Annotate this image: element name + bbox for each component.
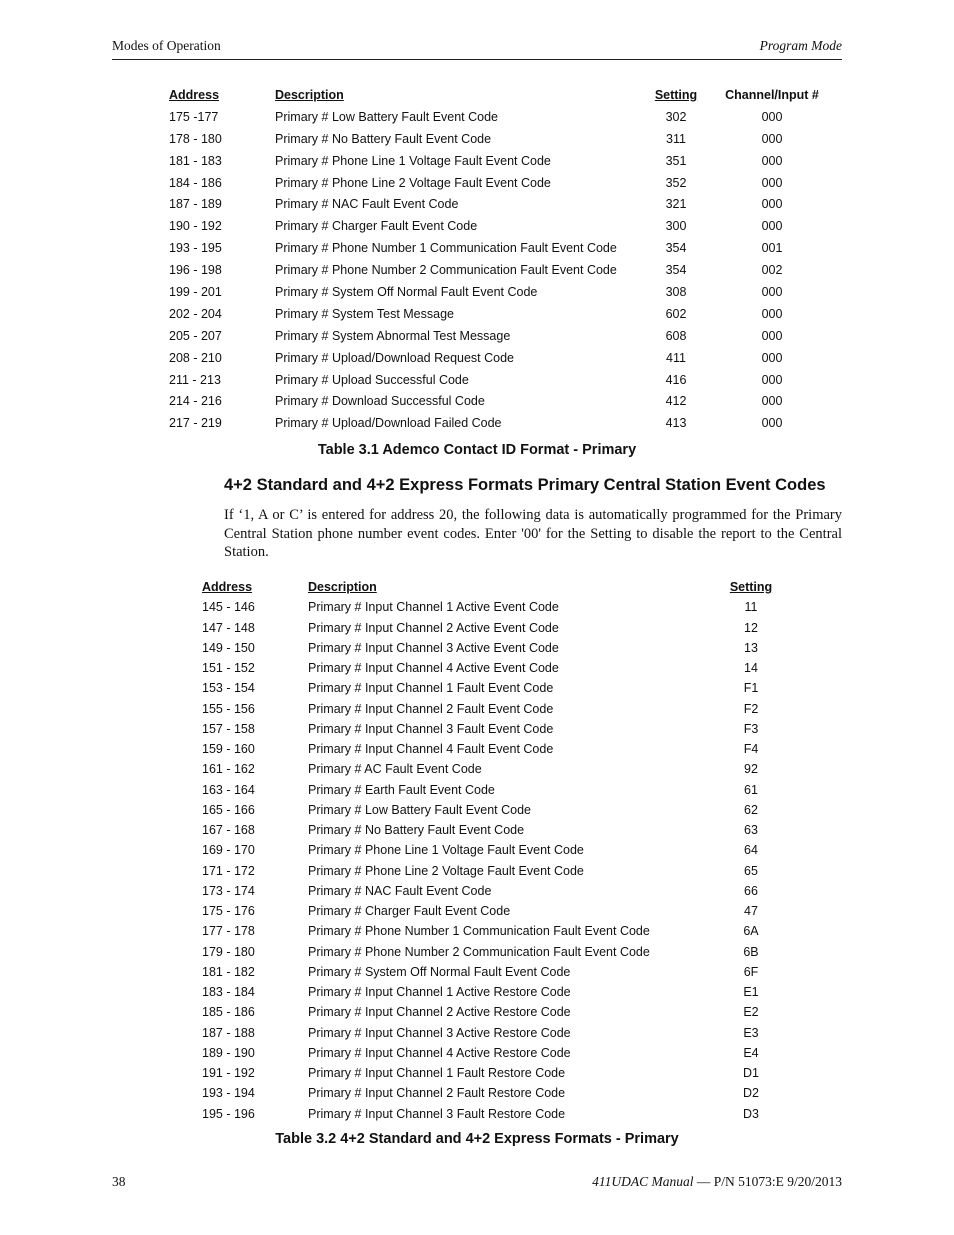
cell-description: Primary # System Abnormal Test Message (275, 328, 511, 343)
cell-channel: 002 (761, 263, 783, 278)
cell-channel: 000 (761, 328, 783, 343)
cell-setting: 66 (744, 883, 758, 898)
cell-setting: 352 (665, 175, 687, 190)
cell-channel: 000 (761, 131, 783, 146)
cell-description: Primary # NAC Fault Event Code (308, 883, 492, 898)
cell-description: Primary # Input Channel 3 Active Restore Code (308, 1025, 571, 1040)
cell-channel: 000 (761, 394, 783, 409)
cell-channel: 000 (761, 219, 783, 234)
cell-description: Primary # Upload/Download Request Code (275, 350, 515, 365)
cell-setting: 321 (665, 197, 687, 212)
cell-setting: 302 (665, 109, 687, 124)
cell-address: 178 - 180 (169, 131, 222, 146)
cell-description: Primary # Charger Fault Event Code (308, 904, 511, 918)
cell-setting: 300 (665, 219, 687, 234)
cell-address: 185 - 186 (202, 1005, 255, 1020)
cell-channel: 000 (761, 372, 783, 387)
column-header-setting: Setting (654, 88, 698, 102)
table-row (0, 219, 954, 241)
cell-address: 173 - 174 (202, 883, 255, 898)
table-caption: Table 3.2 4+2 Standard and 4+2 Express Formats - Primary (275, 1131, 679, 1147)
table-row (0, 803, 954, 823)
cell-setting: 65 (744, 863, 758, 878)
table-row (0, 945, 954, 965)
table-row (0, 154, 954, 176)
table-row (0, 176, 954, 198)
cell-address: 175 - 176 (202, 904, 255, 918)
table-row (0, 285, 954, 307)
cell-address: 181 - 182 (202, 964, 255, 979)
cell-description: Primary # Low Battery Fault Event Code (308, 802, 532, 817)
cell-description: Primary # Input Channel 2 Active Restore Code (308, 1005, 571, 1020)
cell-setting: E4 (743, 1045, 759, 1060)
cell-address: 208 - 210 (169, 350, 222, 365)
cell-setting: F1 (743, 681, 759, 696)
cell-setting: 64 (744, 843, 758, 858)
cell-setting: 12 (744, 620, 758, 635)
table-row (0, 132, 954, 154)
cell-address: 187 - 189 (169, 197, 222, 212)
table-row (0, 762, 954, 782)
column-header-channel: Channel/Input # (725, 88, 819, 102)
cell-description: Primary # Input Channel 4 Active Restore Code (308, 1045, 571, 1060)
cell-address: 179 - 180 (202, 944, 255, 959)
cell-setting: 351 (665, 153, 687, 168)
cell-description: Primary # Phone Line 1 Voltage Fault Event Code (275, 153, 551, 168)
table-row (0, 641, 954, 661)
running-header-right: Program Mode (759, 38, 842, 53)
part-number-date: — P/N 51073:E 9/20/2013 (693, 1174, 842, 1189)
cell-setting: 412 (665, 394, 687, 409)
cell-setting: 11 (744, 600, 758, 615)
table-row (0, 600, 954, 620)
table-row (0, 681, 954, 701)
table-row (0, 1026, 954, 1046)
cell-setting: 6A (743, 924, 759, 939)
cell-description: Primary # Phone Number 2 Communication Fault Event Code (308, 944, 650, 959)
column-header-setting: Setting (729, 580, 773, 594)
cell-setting: 602 (665, 306, 687, 321)
cell-description: Primary # Charger Fault Event Code (275, 219, 478, 234)
cell-description: Primary # Input Channel 1 Active Event Code (308, 600, 559, 615)
cell-description: Primary # Input Channel 3 Fault Restore Code (308, 1106, 566, 1121)
column-header-address: Address (202, 580, 253, 594)
cell-description: Primary # Phone Line 2 Voltage Fault Event Code (275, 175, 551, 190)
table-row (0, 702, 954, 722)
cell-description: Primary # Upload/Download Failed Code (275, 416, 502, 431)
cell-description: Primary # System Off Normal Fault Event Code (308, 964, 571, 979)
cell-setting: 416 (665, 372, 687, 387)
cell-address: 205 - 207 (169, 328, 222, 343)
cell-address: 145 - 146 (202, 600, 255, 615)
table-row (0, 843, 954, 863)
cell-setting: D2 (743, 1086, 759, 1101)
cell-address: 171 - 172 (202, 863, 255, 878)
section-title: 4+2 Standard and 4+2 Express Formats Primary Central Station Event Codes (224, 476, 826, 494)
cell-setting: 63 (744, 823, 758, 837)
cell-description: Primary # Phone Number 2 Communication Fault Event Code (275, 263, 617, 278)
cell-description: Primary # Input Channel 3 Fault Event Code (308, 721, 554, 736)
cell-description: Primary # Input Channel 2 Active Event Code (308, 620, 559, 635)
cell-address: 159 - 160 (202, 742, 255, 756)
table-4plus2-formats (0, 580, 954, 1127)
cell-address: 193 - 195 (169, 241, 222, 256)
cell-address: 169 - 170 (202, 843, 255, 858)
cell-setting: 608 (665, 328, 687, 343)
cell-address: 147 - 148 (202, 620, 255, 635)
cell-setting: 354 (665, 263, 687, 278)
cell-description: Primary # Upload Successful Code (275, 372, 469, 387)
cell-description: Primary # Input Channel 4 Active Event Code (308, 661, 559, 675)
table-row (0, 722, 954, 742)
cell-description: Primary # Input Channel 3 Active Event Code (308, 640, 559, 655)
cell-setting: 311 (666, 131, 686, 146)
table-row (0, 1046, 954, 1066)
cell-address: 193 - 194 (202, 1086, 255, 1101)
cell-setting: 354 (665, 241, 687, 256)
cell-description: Primary # No Battery Fault Event Code (308, 823, 525, 837)
table-row (0, 329, 954, 351)
cell-address: 181 - 183 (169, 153, 222, 168)
cell-description: Primary # Input Channel 2 Fault Event Code (308, 701, 554, 716)
cell-address: 177 - 178 (202, 924, 255, 939)
cell-description: Primary # Input Channel 4 Fault Event Code (308, 742, 554, 756)
table-row (0, 783, 954, 803)
cell-description: Primary # Phone Number 1 Communication Fault Event Code (308, 924, 650, 939)
table-row (0, 373, 954, 395)
table-row (0, 1005, 954, 1025)
cell-address: 202 - 204 (169, 306, 222, 321)
cell-description: Primary # Download Successful Code (275, 394, 485, 409)
table-row (0, 864, 954, 884)
cell-channel: 000 (761, 350, 783, 365)
table-row (0, 416, 954, 438)
cell-setting: D3 (743, 1106, 759, 1121)
table-row (0, 1066, 954, 1086)
cell-description: Primary # Low Battery Fault Event Code (275, 109, 499, 124)
table-row (0, 884, 954, 904)
cell-description: Primary # Earth Fault Event Code (308, 782, 495, 797)
cell-address: 165 - 166 (202, 802, 255, 817)
cell-setting: 14 (744, 661, 758, 675)
cell-setting: E2 (743, 1005, 759, 1020)
table-row (0, 1107, 954, 1127)
cell-channel: 001 (761, 241, 783, 256)
cell-address: 184 - 186 (169, 175, 222, 190)
cell-description: Primary # No Battery Fault Event Code (275, 131, 492, 146)
cell-channel: 000 (761, 175, 783, 190)
cell-description: Primary # NAC Fault Event Code (275, 197, 459, 212)
cell-address: 195 - 196 (202, 1106, 255, 1121)
table-row (0, 351, 954, 373)
cell-setting: D1 (743, 1066, 759, 1080)
cell-description: Primary # System Off Normal Fault Event Code (275, 285, 538, 300)
cell-channel: 000 (761, 306, 783, 321)
running-header-left: Modes of Operation (112, 38, 221, 53)
table-header-row (0, 580, 954, 600)
table-row (0, 307, 954, 329)
cell-channel: 000 (761, 109, 783, 124)
cell-description: Primary # Input Channel 1 Fault Event Code (308, 681, 554, 696)
paragraph-text: If ‘1, A or C’ is entered for address 20, the following data is automatically programmed for the Primary Central Station phone number event codes. Enter '00' for the Setting to disable the report to the Central Station. (224, 507, 842, 560)
cell-channel: 000 (761, 416, 783, 431)
cell-setting: E1 (743, 985, 759, 999)
cell-setting: 308 (665, 285, 687, 300)
header-rule (112, 59, 842, 60)
cell-address: 191 - 192 (202, 1066, 255, 1080)
table-row (0, 985, 954, 1005)
cell-setting: 62 (744, 802, 758, 817)
cell-channel: 000 (761, 153, 783, 168)
table-row (0, 742, 954, 762)
table-caption: Table 3.1 Ademco Contact ID Format - Primary (317, 442, 637, 458)
table-ademco-contact-id (0, 88, 954, 438)
cell-setting: F4 (743, 742, 759, 756)
table-header-row (0, 88, 954, 110)
cell-address: 155 - 156 (202, 701, 255, 716)
cell-setting: 411 (666, 350, 686, 365)
cell-address: 175 -177 (169, 109, 219, 124)
cell-address: 163 - 164 (202, 782, 255, 797)
cell-description: Primary # AC Fault Event Code (308, 762, 482, 777)
table-row (0, 1086, 954, 1106)
cell-address: 217 - 219 (169, 416, 222, 431)
section-paragraph (224, 506, 842, 562)
cell-channel: 000 (761, 197, 783, 212)
table-row (0, 241, 954, 263)
cell-address: 211 - 213 (169, 372, 221, 387)
table-row (0, 661, 954, 681)
manual-title: 411UDAC Manual (592, 1174, 694, 1189)
table-row (0, 823, 954, 843)
cell-address: 199 - 201 (169, 285, 222, 300)
cell-address: 167 - 168 (202, 823, 255, 837)
table-body (0, 110, 954, 438)
table-body (0, 600, 954, 1127)
column-header-description: Description (308, 580, 377, 594)
cell-setting: E3 (743, 1025, 759, 1040)
cell-setting: 13 (744, 640, 758, 655)
cell-setting: F3 (743, 721, 759, 736)
table-row (0, 197, 954, 219)
cell-setting: 47 (744, 904, 758, 918)
cell-description: Primary # Input Channel 1 Active Restore Code (308, 985, 571, 999)
cell-setting: 61 (744, 782, 758, 797)
table-row (0, 394, 954, 416)
column-header-address: Address (169, 88, 220, 102)
cell-channel: 000 (761, 285, 783, 300)
cell-address: 183 - 184 (202, 985, 255, 999)
table-row (0, 621, 954, 641)
table-row (0, 263, 954, 285)
cell-address: 161 - 162 (202, 762, 255, 777)
cell-setting: 6F (743, 964, 759, 979)
cell-address: 214 - 216 (169, 394, 222, 409)
cell-description: Primary # Input Channel 1 Fault Restore Code (308, 1066, 566, 1080)
cell-address: 190 - 192 (169, 219, 222, 234)
cell-address: 187 - 188 (202, 1025, 255, 1040)
cell-address: 189 - 190 (202, 1045, 255, 1060)
cell-setting: 413 (665, 416, 687, 431)
table-row (0, 110, 954, 132)
footer-manual-reference (592, 1174, 842, 1190)
column-header-description: Description (275, 88, 344, 102)
page-number: 38 (112, 1174, 126, 1189)
cell-description: Primary # System Test Message (275, 306, 454, 321)
cell-address: 149 - 150 (202, 640, 255, 655)
cell-address: 196 - 198 (169, 263, 222, 278)
cell-description: Primary # Phone Line 1 Voltage Fault Event Code (308, 843, 584, 858)
cell-address: 151 - 152 (202, 661, 255, 675)
cell-setting: 6B (743, 944, 759, 959)
cell-description: Primary # Phone Number 1 Communication Fault Event Code (275, 241, 617, 256)
cell-description: Primary # Phone Line 2 Voltage Fault Event Code (308, 863, 584, 878)
table-row (0, 965, 954, 985)
table-row (0, 924, 954, 944)
table-row (0, 904, 954, 924)
cell-setting: 92 (744, 762, 758, 777)
cell-address: 157 - 158 (202, 721, 255, 736)
cell-description: Primary # Input Channel 2 Fault Restore Code (308, 1086, 566, 1101)
cell-setting: F2 (743, 701, 759, 716)
cell-address: 153 - 154 (202, 681, 255, 696)
